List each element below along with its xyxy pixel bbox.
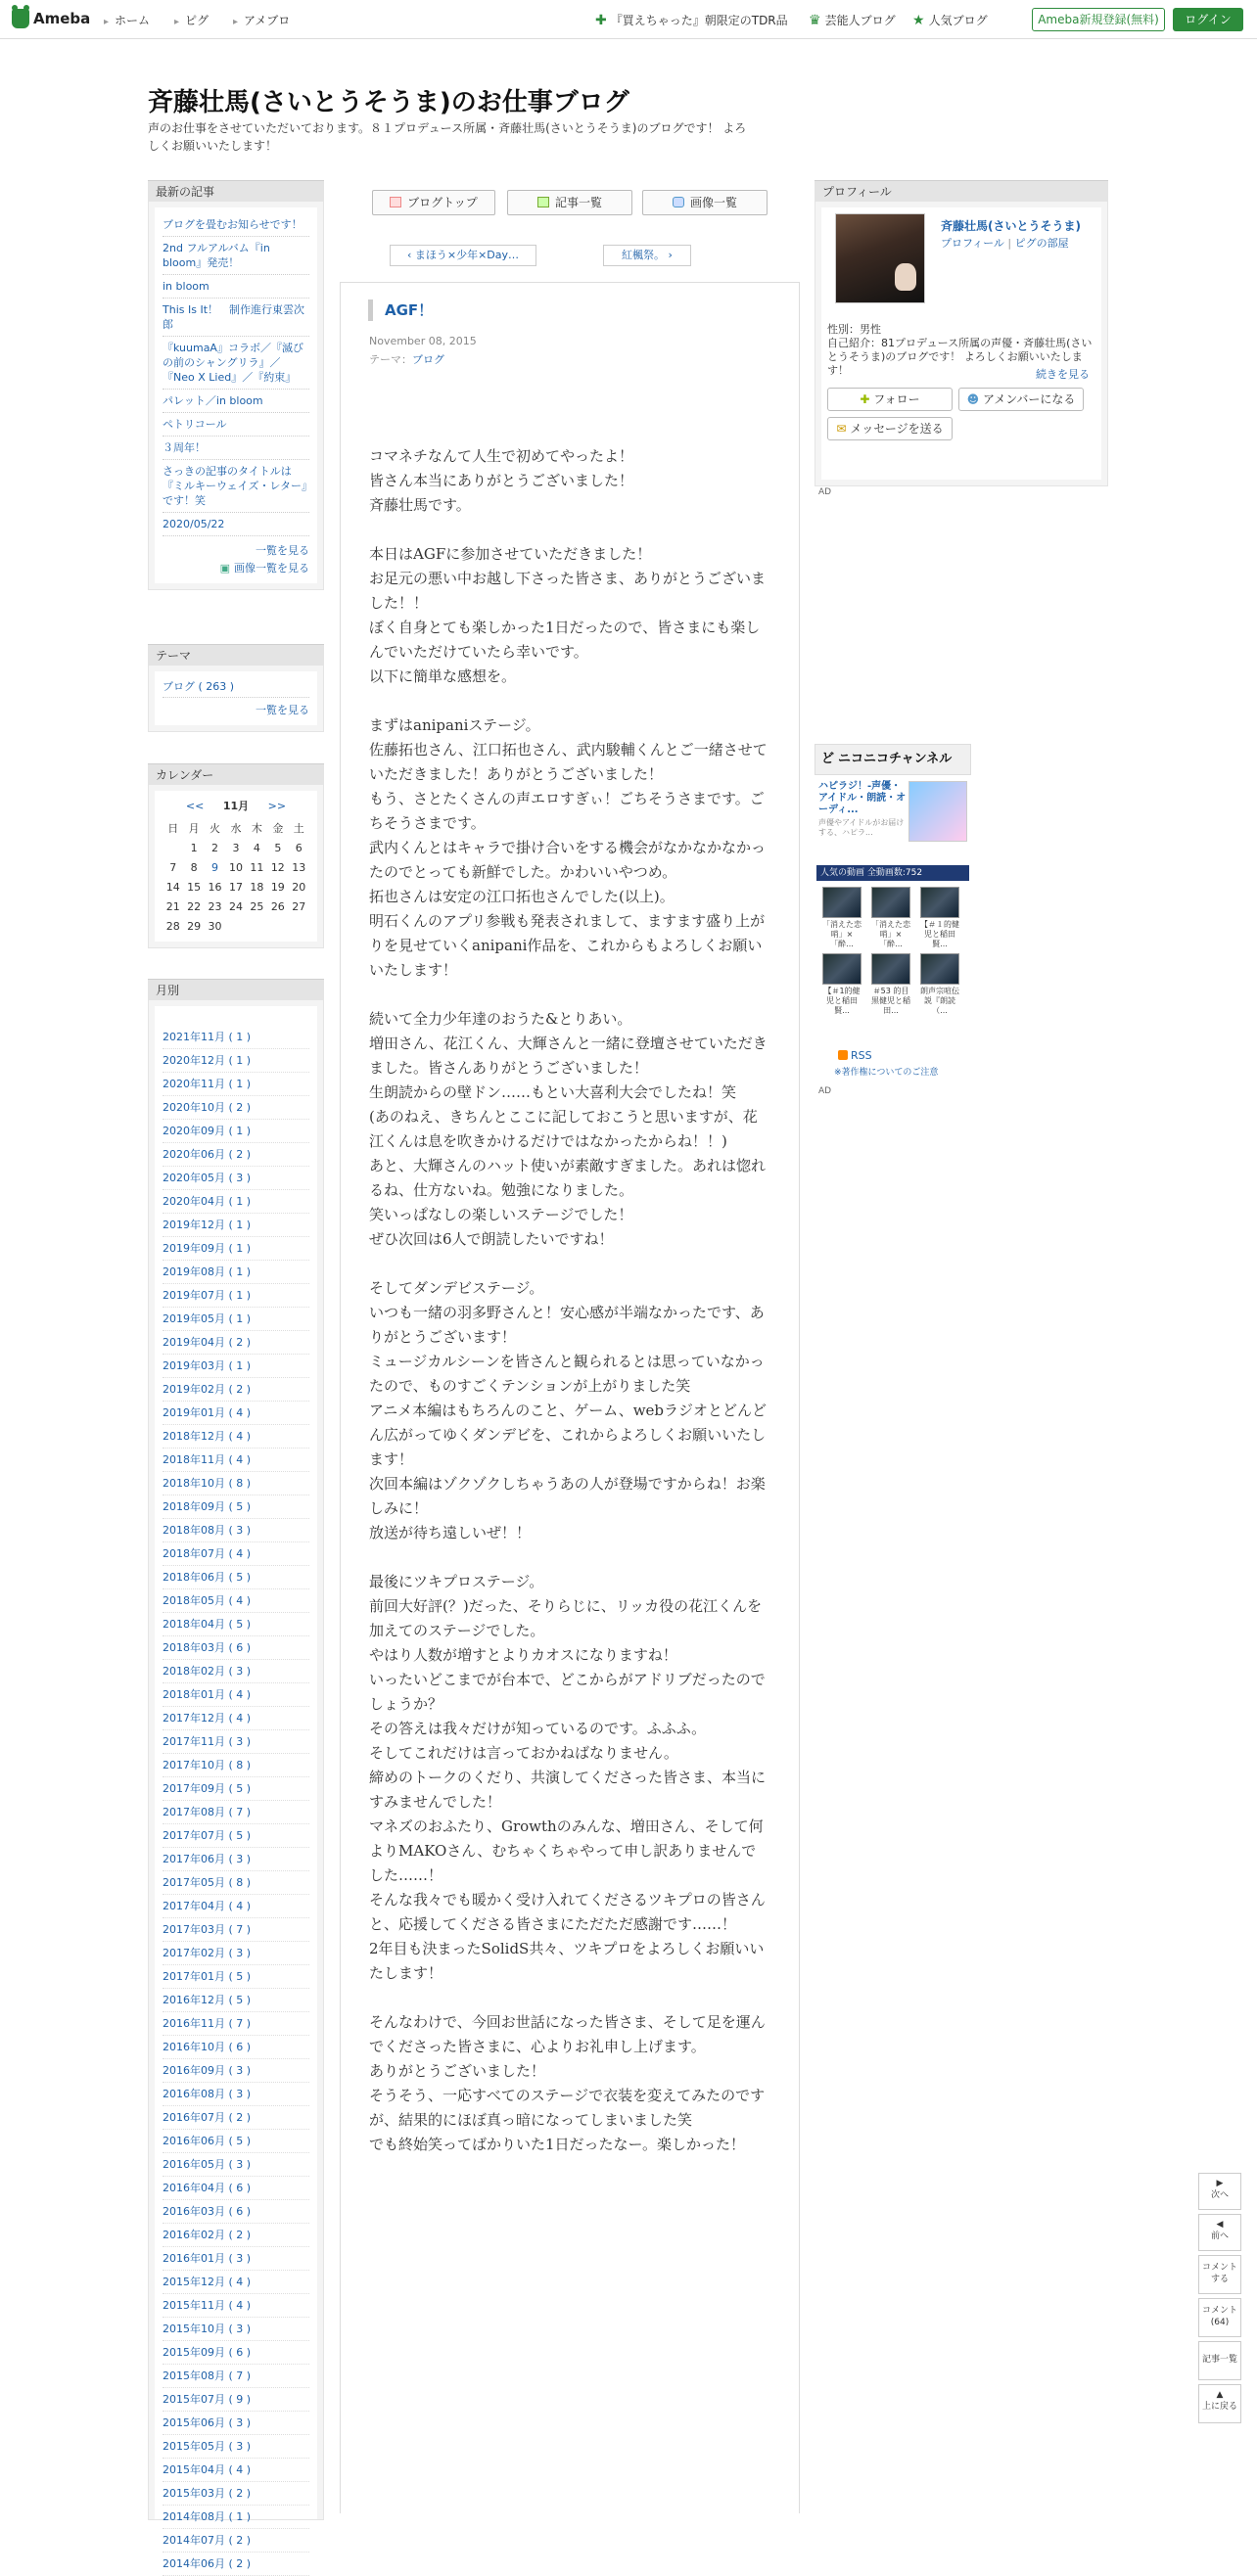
entry-line: あと、大輝さんのハット使いが素敵すぎました。あれは惚れるね、仕方ないね。勉強になりました。 bbox=[369, 1157, 767, 1199]
monthly-item[interactable]: 2016年11月 ( 7 ) bbox=[163, 2012, 309, 2036]
chevron-right-icon: › bbox=[665, 249, 673, 261]
video-thumbnail[interactable] bbox=[822, 887, 861, 918]
calendar-icon bbox=[390, 197, 401, 207]
monthly-item[interactable]: 2020年09月 ( 1 ) bbox=[163, 1120, 309, 1143]
entry-body bbox=[369, 444, 770, 2182]
monthly-item[interactable]: 2017年02月 ( 3 ) bbox=[163, 1942, 309, 1965]
monthly-item[interactable]: 2017年05月 ( 8 ) bbox=[163, 1871, 309, 1895]
entry-line: 佐藤拓也さん、江口拓也さん、武内駿輔くんとご一緒させていただきました！ありがとうございました！ bbox=[369, 741, 768, 783]
profile-name[interactable]: 斉藤壮馬(さいとうそうま) bbox=[941, 219, 1081, 233]
latest-item[interactable]: 『kuumaA』コラボ／『滅びの前のシャングリラ』／『Neo X Lied』／『約束』 bbox=[163, 337, 309, 390]
entry-paragraph bbox=[369, 444, 770, 518]
image-icon: ▣ bbox=[219, 562, 230, 575]
latest-item[interactable]: in bloom bbox=[163, 275, 309, 299]
video-title[interactable]: 【＃１的健児と稲田賢... bbox=[920, 920, 959, 948]
copyright-note-link[interactable]: ※著作権についてのご注意 bbox=[834, 1068, 939, 1078]
calendar-week: 7 8 9 10 11 12 13 bbox=[163, 857, 309, 877]
entry-line: 以下に簡単な感想を。 bbox=[369, 667, 517, 685]
entry-paragraph bbox=[369, 1570, 770, 1986]
entry-theme: テーマ：ブログ bbox=[369, 353, 444, 366]
monthly-item[interactable]: 2018年08月 ( 3 ) bbox=[163, 1519, 309, 1542]
entry-line: ありがとうございました！ bbox=[369, 2062, 546, 2080]
monthly-item[interactable]: 2014年07月 ( 2 ) bbox=[163, 2529, 309, 2553]
monthly-item[interactable]: 2015年06月 ( 3 ) bbox=[163, 2412, 309, 2435]
monthly-item[interactable]: 2018年09月 ( 5 ) bbox=[163, 1495, 309, 1519]
entry-line: そしてこれだけは言っておかねばなりません。 bbox=[369, 1744, 678, 1762]
latest-articles-box bbox=[148, 180, 324, 590]
monthly-item[interactable]: 2017年07月 ( 5 ) bbox=[163, 1824, 309, 1848]
video-thumbnail[interactable] bbox=[920, 887, 959, 918]
monthly-item[interactable]: 2019年01月 ( 4 ) bbox=[163, 1402, 309, 1425]
comment-button[interactable]: コメントする bbox=[1198, 2255, 1241, 2294]
monthly-item[interactable]: 2014年06月 ( 2 ) bbox=[163, 2553, 309, 2576]
channel-title[interactable]: ハピラジ！-声優・アイドル・朗読・オーディ... bbox=[818, 781, 907, 815]
register-button[interactable]: Ameba新規登録(無料) bbox=[1032, 8, 1165, 31]
image-list-link[interactable]: ▣ 画像一覧を見る bbox=[219, 562, 309, 575]
monthly-list bbox=[163, 1026, 309, 2576]
video-thumbnail[interactable] bbox=[871, 887, 910, 918]
avatar[interactable] bbox=[835, 213, 925, 303]
monthly-item[interactable]: 2018年07月 ( 4 ) bbox=[163, 1542, 309, 1566]
entry-line: 2年目も決まったSolidS共々、ツキプロをよろしくお願いいたします！ bbox=[369, 1940, 765, 1982]
pigg-room-link[interactable]: ピグの部屋 bbox=[1014, 237, 1069, 250]
theme-more-link[interactable]: 一覧を見る bbox=[256, 704, 309, 716]
plus-icon: ✚ bbox=[860, 392, 874, 406]
calendar-table bbox=[163, 818, 309, 936]
monthly-item[interactable]: 2015年05月 ( 3 ) bbox=[163, 2435, 309, 2459]
monthly-item[interactable]: 2015年07月 ( 9 ) bbox=[163, 2388, 309, 2412]
monthly-item[interactable]: 2019年03月 ( 1 ) bbox=[163, 1355, 309, 1378]
entry-line: ミュージカルシーンを皆さんと観られるとは思っていなかったので、ものすごくテンションが上がりました笑 bbox=[369, 1353, 765, 1395]
monthly-item[interactable]: 2018年01月 ( 4 ) bbox=[163, 1683, 309, 1707]
monthly-item[interactable]: 2017年03月 ( 7 ) bbox=[163, 1918, 309, 1942]
play-icon: ▶ bbox=[1216, 2179, 1224, 2188]
video-title[interactable]: 「消えた恋哨」×「酔... bbox=[822, 920, 861, 948]
amember-button[interactable]: ☻ アメンバーになる bbox=[958, 388, 1084, 411]
profile-box bbox=[815, 180, 1108, 486]
nav-home[interactable]: ▸ ホーム bbox=[104, 12, 150, 28]
entry-line: 次回本編はゾクゾクしちゃうあの人が登場ですからね！お楽しみに！ bbox=[369, 1475, 766, 1517]
latest-heading: 最新の記事 bbox=[148, 180, 324, 202]
monthly-item[interactable]: 2018年05月 ( 4 ) bbox=[163, 1589, 309, 1613]
monthly-item[interactable]: 2017年04月 ( 4 ) bbox=[163, 1895, 309, 1918]
latest-item[interactable]: 2nd フルアルバム『in bloom』発売！ bbox=[163, 237, 309, 275]
top-bar bbox=[0, 0, 1257, 39]
blog-title[interactable]: 斉藤壮馬(さいとうそうま)のお仕事ブログ bbox=[148, 88, 629, 117]
entry-line: 締めのトークのくだり、共演してくださった皆さま、本当にすみませんでした！ bbox=[369, 1769, 767, 1811]
entry-line: そんな我々でも暖かく受け入れてくださるツキプロの皆さんと、応援してくださる皆さまにただただ感謝です……！ bbox=[369, 1891, 766, 1933]
entry-line: 武内くんとはキャラで掛け合いをする機会がなかなかなかったのでとっても新鮮でした。かわいいやつめ。 bbox=[369, 839, 767, 881]
entry-line: 明石くんのアプリ参戦も発表されまして、ますます盛り上がりを見せていくanipani作品を、これからもよろしくお願いいたします！ bbox=[369, 912, 766, 979]
calendar-week: 28 29 30 bbox=[165, 919, 222, 933]
users-icon: ☻ bbox=[966, 392, 983, 406]
monthly-item[interactable]: 2016年05月 ( 3 ) bbox=[163, 2153, 309, 2177]
monthly-item[interactable]: 2016年03月 ( 6 ) bbox=[163, 2200, 309, 2224]
latest-item[interactable]: ブログを畳むお知らせです！ bbox=[163, 213, 309, 237]
entry-paragraph bbox=[369, 542, 770, 689]
nav-ameblo[interactable]: ▸ アメブロ bbox=[233, 12, 290, 28]
blog-top-button[interactable]: ブログトップ bbox=[372, 190, 495, 215]
monthly-item[interactable]: 2015年04月 ( 4 ) bbox=[163, 2459, 309, 2482]
entry-line: そしてダンデビステージ。 bbox=[369, 1279, 544, 1297]
monthly-item[interactable]: 2016年12月 ( 5 ) bbox=[163, 1989, 309, 2012]
theme-box bbox=[148, 644, 324, 732]
latest-more-link[interactable]: 一覧を見る bbox=[256, 544, 309, 557]
link-popular-blog[interactable]: ★ 人気ブログ bbox=[912, 12, 988, 28]
monthly-item[interactable]: 2018年11月 ( 4 ) bbox=[163, 1449, 309, 1472]
monthly-item[interactable]: 2019年08月 ( 1 ) bbox=[163, 1261, 309, 1284]
send-message-button[interactable]: ✉ メッセージを送る bbox=[827, 417, 953, 440]
monthly-item[interactable]: 2016年10月 ( 6 ) bbox=[163, 2036, 309, 2059]
niconico-widget bbox=[815, 744, 971, 1037]
profile-links: プロフィール | ピグの部屋 bbox=[941, 237, 1069, 250]
latest-item[interactable]: ペトリコール bbox=[163, 413, 309, 437]
arrow-up-icon: ▲ bbox=[1216, 2390, 1224, 2400]
follow-button[interactable]: ✚ フォロー bbox=[827, 388, 953, 411]
calendar-box bbox=[148, 763, 324, 948]
back-to-top-button[interactable]: ▲ 上に戻る bbox=[1198, 2384, 1241, 2423]
link-celebrity-blog[interactable]: ♛ 芸能人ブログ bbox=[809, 12, 896, 28]
rss-link[interactable]: RSS bbox=[838, 1049, 872, 1062]
calendar-heading: カレンダー bbox=[148, 763, 324, 785]
star-icon: ★ bbox=[912, 12, 925, 28]
link-tdr[interactable]: ✚ 『買えちゃった』朝限定のTDR品 bbox=[595, 12, 788, 28]
entry-line: お足元の悪い中お越し下さった皆さま、ありがとうございました！！ bbox=[369, 570, 767, 612]
image-list-button[interactable]: 画像一覧 bbox=[642, 190, 768, 215]
entry-line: (あのねえ、きちんとここに記しておこうと思いますが、花江くんは息を吹きかけるだけではなかったからね！！) bbox=[369, 1108, 758, 1150]
monthly-item[interactable]: 2020年04月 ( 1 ) bbox=[163, 1190, 309, 1214]
entry-line: 本日はAGFに参加させていただきました！ bbox=[369, 545, 652, 563]
next-button[interactable]: ▶ 次へ bbox=[1198, 2173, 1241, 2210]
latest-item[interactable]: This Is It！ 制作進行東雲次郎 bbox=[163, 299, 309, 337]
monthly-item[interactable]: 2015年09月 ( 6 ) bbox=[163, 2341, 309, 2365]
monthly-item[interactable]: 2014年08月 ( 1 ) bbox=[163, 2506, 309, 2529]
entry-line: そんなわけで、今回お世話になった皆さま、そして足を運んでくださった皆さまに、心よりお礼申し上げます。 bbox=[369, 2013, 766, 2055]
entry-line: そうそう、一応すべてのステージで衣装を変えてみたのですが、結果的にほぼ真っ暗になってしまいました笑 bbox=[369, 2087, 766, 2129]
entry-line: でも終始笑ってばかりいた1日だったなー。楽しかった！ bbox=[369, 2136, 745, 2153]
monthly-item[interactable]: 2015年11月 ( 4 ) bbox=[163, 2294, 309, 2318]
channel-desc: 声優やアイドルがお届けする、ハピラ... bbox=[818, 818, 905, 837]
monthly-item[interactable]: 2016年04月 ( 6 ) bbox=[163, 2177, 309, 2200]
monthly-item[interactable]: 2018年10月 ( 8 ) bbox=[163, 1472, 309, 1495]
monthly-item[interactable]: 2019年02月 ( 2 ) bbox=[163, 1378, 309, 1402]
monthly-item[interactable]: 2016年07月 ( 2 ) bbox=[163, 2106, 309, 2130]
prev-button[interactable]: ◀ 前へ bbox=[1198, 2214, 1241, 2251]
ameba-logo-icon bbox=[12, 9, 29, 28]
monthly-item[interactable]: 2016年01月 ( 3 ) bbox=[163, 2247, 309, 2271]
entry-line: 放送が待ち遠しいぜ！！ bbox=[369, 1524, 532, 1541]
entry-line: まずはanipaniステージ。 bbox=[369, 716, 540, 734]
monthly-item[interactable]: 2019年09月 ( 1 ) bbox=[163, 1237, 309, 1261]
latest-item[interactable]: パレット／in bloom bbox=[163, 390, 309, 413]
popular-videos-bar: 人気の動画 全動画数:752 bbox=[816, 865, 969, 881]
entry-line: その答えは我々だけが知っているのです。ふふふ。 bbox=[369, 1720, 707, 1737]
monthly-item[interactable]: 2019年05月 ( 1 ) bbox=[163, 1308, 309, 1331]
theme-heading: テーマ bbox=[148, 644, 324, 666]
monthly-item[interactable]: 2018年04月 ( 5 ) bbox=[163, 1613, 309, 1636]
calendar-week: 14 15 16 17 18 19 20 bbox=[165, 880, 306, 894]
document-icon bbox=[537, 197, 549, 207]
monthly-item[interactable]: 2016年06月 ( 5 ) bbox=[163, 2130, 309, 2153]
entry-line: アニメ本編はもちろんのこと、ゲーム、webラジオとどんどん広がってゆくダンデビを、これからよろしくお願いいたします！ bbox=[369, 1402, 768, 1468]
monthly-item[interactable]: 2019年07月 ( 1 ) bbox=[163, 1284, 309, 1308]
monthly-item[interactable]: 2020年10月 ( 2 ) bbox=[163, 1096, 309, 1120]
entry-title[interactable]: AGF！ bbox=[368, 299, 433, 321]
calendar-next[interactable]: >> bbox=[267, 800, 287, 812]
video-title[interactable]: 朗声宗喧伝説『朗読（... bbox=[920, 987, 959, 1015]
profile-more-link[interactable]: 続きを見る bbox=[1036, 368, 1090, 381]
monthly-item[interactable]: 2017年12月 ( 4 ) bbox=[163, 1707, 309, 1730]
profile-intro: 自己紹介：81プロデュース所属の声優・斉藤壮馬(さいとうそうま)のブログです！ よろしくお願いいたします！ bbox=[827, 337, 1093, 377]
monthly-item[interactable]: 2019年12月 ( 1 ) bbox=[163, 1214, 309, 1237]
nav-pigg[interactable]: ▸ ピグ bbox=[174, 12, 209, 28]
prev-entry-link[interactable]: ‹ まほう×少年×Day… bbox=[390, 245, 536, 266]
niconico-heading[interactable]: ど ニコニコチャンネル bbox=[815, 744, 971, 775]
monthly-archive-box bbox=[148, 979, 324, 2570]
back-icon: ◀ bbox=[1216, 2220, 1224, 2230]
monthly-item[interactable]: 2017年01月 ( 5 ) bbox=[163, 1965, 309, 1989]
entry-paragraph bbox=[369, 713, 770, 983]
calendar-week: 1 2 3 4 5 6 bbox=[190, 841, 303, 854]
entry-line: 生朗読からの壁ドン……もとい大喜利大会でしたね！笑 bbox=[369, 1083, 737, 1101]
video-thumbnail[interactable] bbox=[920, 953, 959, 985]
monthly-item[interactable]: 2020年12月 ( 1 ) bbox=[163, 1049, 309, 1073]
monthly-item[interactable]: 2020年05月 ( 3 ) bbox=[163, 1167, 309, 1190]
entry-line: ぼく自身とても楽しかった1日だったので、皆さまにも楽しんでいただけていたら幸いです。 bbox=[369, 619, 761, 661]
camera-icon bbox=[673, 197, 684, 207]
entry-line: 皆さん本当にありがとうございました！ bbox=[369, 472, 634, 489]
calendar-month: 11月 bbox=[222, 800, 250, 812]
rss-icon bbox=[838, 1050, 848, 1060]
monthly-item[interactable]: 2018年06月 ( 5 ) bbox=[163, 1566, 309, 1589]
comments-count-button[interactable]: コメント(64) bbox=[1198, 2298, 1241, 2337]
chevron-left-icon: ‹ bbox=[406, 249, 415, 261]
profile-gender: 性別：男性 bbox=[827, 323, 881, 336]
monthly-item[interactable]: 2017年09月 ( 5 ) bbox=[163, 1777, 309, 1801]
login-button[interactable]: ログイン bbox=[1173, 8, 1243, 31]
crown-icon: ♛ bbox=[809, 12, 821, 28]
monthly-item[interactable]: 2016年09月 ( 3 ) bbox=[163, 2059, 309, 2083]
video-title[interactable]: ＃53 的目黒健児と稲田... bbox=[871, 987, 910, 1015]
entry-paragraph bbox=[369, 1007, 770, 1252]
latest-item[interactable]: さっきの記事のタイトルは『ミルキーウェイズ・レター』です！笑 bbox=[163, 460, 309, 513]
video-title[interactable]: 【＃1的健児と稲田賢... bbox=[823, 987, 861, 1015]
monthly-item[interactable]: 2017年08月 ( 7 ) bbox=[163, 1801, 309, 1824]
ad-label: AD bbox=[818, 487, 832, 497]
monthly-item[interactable]: 2020年11月 ( 1 ) bbox=[163, 1073, 309, 1096]
entry-line: 斉藤壮馬です。 bbox=[369, 496, 471, 514]
article-list-button[interactable]: 記事一覧 bbox=[507, 190, 632, 215]
entry-line: 笑いっぱなしの楽しいステージでした！ bbox=[369, 1206, 633, 1223]
entry-line: 最後にツキプロステージ。 bbox=[369, 1573, 544, 1590]
entry-line: マネズのおふたり、Growthのみんな、増田さん、そして何よりMAKOさん、むちゃくちゃやって申し訳ありませんでした……！ bbox=[369, 1817, 764, 1884]
monthly-item[interactable]: 2017年06月 ( 3 ) bbox=[163, 1848, 309, 1871]
entry-paragraph bbox=[369, 2010, 770, 2157]
monthly-item[interactable]: 2015年10月 ( 3 ) bbox=[163, 2318, 309, 2341]
calendar-weekdays: 日 月 火 水 木 金 土 bbox=[167, 822, 304, 835]
monthly-item[interactable]: 2017年10月 ( 8 ) bbox=[163, 1754, 309, 1777]
plus-icon: ✚ bbox=[595, 12, 607, 28]
entry-line: 前回大好評(？)だった、そりらじに、リッカ役の花江くんを加えてのステージでした。 bbox=[369, 1597, 763, 1639]
monthly-item[interactable]: 2018年02月 ( 3 ) bbox=[163, 1660, 309, 1683]
video-title[interactable]: 「消えた恋哨」×「酔... bbox=[871, 920, 910, 948]
monthly-item[interactable]: 2019年04月 ( 2 ) bbox=[163, 1331, 309, 1355]
entry-line: ぜひ次回は6人で朗読したいですね！ bbox=[369, 1230, 614, 1248]
monthly-item[interactable]: 2018年03月 ( 6 ) bbox=[163, 1636, 309, 1660]
latest-item[interactable]: 2020/05/22 bbox=[163, 513, 309, 536]
latest-list bbox=[163, 213, 309, 536]
theme-item[interactable]: ブログ ( 263 ) bbox=[163, 677, 309, 698]
entry-line: 拓也さんは安定の江口拓也さんでした(以上)。 bbox=[369, 888, 675, 905]
entry-theme-link[interactable]: ブログ bbox=[412, 353, 444, 366]
ad-label: AD bbox=[818, 1086, 832, 1096]
niconico-logo-icon: ど bbox=[821, 752, 835, 766]
article-list-side-button[interactable]: 記事一覧 bbox=[1198, 2341, 1241, 2380]
monthly-item[interactable]: 2021年11月 ( 1 ) bbox=[163, 1026, 309, 1049]
entry-line: もう、さとたくさんの声エロすぎぃ！ごちそうさまです。ごちそうさまです。 bbox=[369, 790, 765, 832]
entry-line: コマネチなんて人生で初めてやったよ！ bbox=[369, 447, 634, 465]
latest-item[interactable]: ３周年！ bbox=[163, 437, 309, 460]
monthly-item[interactable]: 2016年08月 ( 3 ) bbox=[163, 2083, 309, 2106]
entry-line: 続いて全力少年達のおうた&とりあい。 bbox=[369, 1010, 632, 1028]
calendar-week: 21 22 23 24 25 26 27 bbox=[165, 899, 306, 913]
entry-line: やはり人数が増すとよりカオスになりますね！ bbox=[369, 1646, 677, 1664]
monthly-item[interactable]: 2015年12月 ( 4 ) bbox=[163, 2271, 309, 2294]
entry-paragraph bbox=[369, 1276, 770, 1545]
channel-thumbnail[interactable] bbox=[908, 781, 967, 842]
calendar-prev[interactable]: << bbox=[185, 800, 205, 812]
monthly-item[interactable]: 2016年02月 ( 2 ) bbox=[163, 2224, 309, 2247]
monthly-heading: 月別 bbox=[148, 979, 324, 1000]
entry-line: いったいどこまでが台本で、どこからがアドリブだったのでしょうか？ bbox=[369, 1671, 766, 1713]
entry-line: いつも一緒の羽多野さんと！安心感が半端なかったです、ありがとうございます！ bbox=[369, 1304, 765, 1346]
video-thumbnail[interactable] bbox=[822, 953, 861, 985]
entry-date: November 08, 2015 bbox=[369, 335, 477, 347]
mail-icon: ✉ bbox=[836, 422, 851, 436]
video-thumbnail[interactable] bbox=[871, 953, 910, 985]
monthly-item[interactable]: 2015年08月 ( 7 ) bbox=[163, 2365, 309, 2388]
ameba-logo[interactable]: Ameba bbox=[12, 9, 90, 28]
monthly-item[interactable]: 2018年12月 ( 4 ) bbox=[163, 1425, 309, 1449]
calendar-nav bbox=[163, 797, 309, 816]
monthly-item[interactable]: 2020年06月 ( 2 ) bbox=[163, 1143, 309, 1167]
monthly-item[interactable]: 2015年03月 ( 2 ) bbox=[163, 2482, 309, 2506]
profile-heading: プロフィール bbox=[815, 180, 1108, 202]
calendar-day-linked[interactable]: 9 bbox=[211, 860, 219, 874]
profile-link[interactable]: プロフィール bbox=[941, 237, 1004, 250]
next-entry-link[interactable]: 紅楓祭。 › bbox=[603, 245, 691, 266]
entry-line: 増田さん、花江くん、大輝さんと一緒に登壇させていただきました。皆さんありがとうございました！ bbox=[369, 1035, 768, 1077]
monthly-item[interactable]: 2017年11月 ( 3 ) bbox=[163, 1730, 309, 1754]
blog-description: 声のお仕事をさせていただいております。８１プロデュース所属・斉藤壮馬(さいとうそうま)のブログです！ よろしくお願いいたします！ bbox=[148, 121, 747, 153]
